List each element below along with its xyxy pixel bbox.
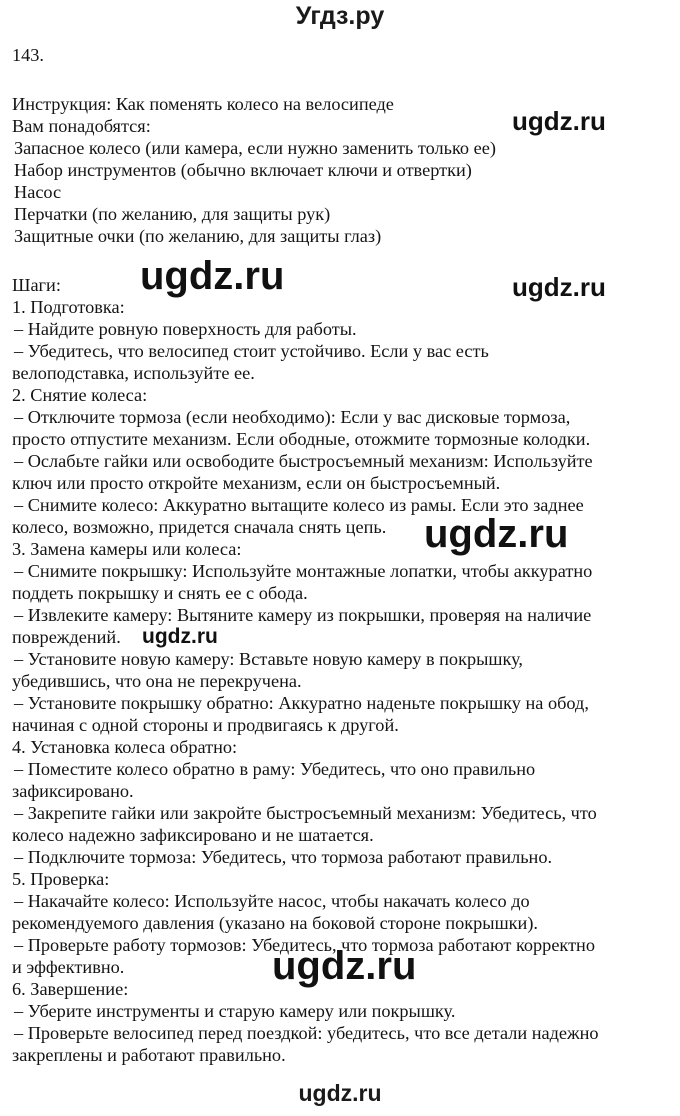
step-text: рекомендуемого давления (указано на боковой стороне покрышки).: [12, 913, 538, 933]
list-item: Запасное колесо (или камера, если нужно заменить только ее): [14, 138, 496, 158]
site-footer: ugdz.ru: [298, 1080, 382, 1106]
list-item: Перчатки (по желанию, для защиты рук): [14, 204, 331, 224]
step-text: начиная с одной стороны и продвигаясь к другой.: [12, 715, 399, 735]
step-text: – Накачайте колесо: Используйте насос, чтобы накачать колесо до: [14, 891, 530, 911]
step-text: закреплены и работают правильно.: [12, 1045, 286, 1065]
step-text: – Снимите покрышку: Используйте монтажные лопатки, чтобы аккуратно: [14, 561, 593, 581]
needs-heading: Вам понадобятся:: [12, 116, 151, 136]
step-text: – Убедитесь, что велосипед стоит устойчиво. Если у вас есть: [14, 341, 489, 361]
step-text: – Ослабьте гайки или освободите быстросъемный механизм: Используйте: [14, 451, 593, 471]
step-text: ключ или просто откройте механизм, если он быстросъемный.: [12, 473, 501, 493]
doc-title: Инструкция: Как поменять колесо на велосипеде: [12, 94, 394, 114]
step-text: колесо, возможно, придется сначала снять цепь.: [12, 517, 387, 537]
watermark: ugdz.ru: [512, 106, 606, 136]
step-text: зафиксировано.: [12, 781, 134, 801]
watermark: ugdz.ru: [272, 944, 417, 988]
steps-heading: Шаги:: [12, 275, 61, 295]
step-heading: 2. Снятие колеса:: [12, 385, 148, 405]
step-text: – Извлеките камеру: Вытяните камеру из покрышки, проверяя на наличие: [14, 605, 592, 625]
step-heading: 6. Завершение:: [12, 979, 129, 999]
step-text: просто отпустите механизм. Если ободные, отожмите тормозные колодки.: [12, 429, 591, 449]
step-text: – Снимите колесо: Аккуратно вытащите колесо из рамы. Если это заднее: [14, 495, 584, 515]
step-text: – Проверьте работу тормозов: Убедитесь, что тормоза работают корректно: [14, 935, 595, 955]
step-heading: 1. Подготовка:: [12, 297, 125, 317]
step-heading: 4. Установка колеса обратно:: [12, 737, 238, 757]
watermark: ugdz.ru: [512, 272, 606, 302]
list-item: Защитные очки (по желанию, для защиты глаз): [14, 226, 382, 246]
list-item: Набор инструментов (обычно включает ключи и отвертки): [14, 160, 472, 180]
step-text: – Установите новую камеру: Вставьте новую камеру в покрышку,: [14, 649, 523, 669]
watermark: ugdz.ru: [424, 512, 569, 556]
step-text: повреждений.: [12, 627, 121, 647]
step-text: велоподставка, используйте ее.: [12, 363, 255, 383]
list-item: Насос: [14, 182, 62, 202]
step-heading: 3. Замена камеры или колеса:: [12, 539, 242, 559]
step-text: – Поместите колесо обратно в раму: Убедитесь, что оно правильно: [14, 759, 536, 779]
site-header: Угдз.ру: [295, 2, 385, 30]
watermark: ugdz.ru: [142, 625, 218, 648]
watermark: ugdz.ru: [140, 254, 285, 298]
step-text: – Уберите инструменты и старую камеру или покрышку.: [14, 1001, 456, 1021]
task-number: 143.: [12, 45, 44, 65]
step-text: – Подключите тормоза: Убедитесь, что тормоза работают правильно.: [14, 847, 553, 867]
step-text: – Отключите тормоза (если необходимо): Если у вас дисковые тормоза,: [14, 407, 571, 427]
step-text: – Проверьте велосипед перед поездкой: убедитесь, что все детали надежно: [14, 1023, 599, 1043]
step-text: и эффективно.: [12, 957, 125, 977]
step-heading: 5. Проверка:: [12, 869, 110, 889]
step-text: – Найдите ровную поверхность для работы.: [14, 319, 357, 339]
step-text: убедившись, что она не перекручена.: [12, 671, 302, 691]
step-text: – Закрепите гайки или закройте быстросъемный механизм: Убедитесь, что: [14, 803, 597, 823]
step-text: поддеть покрышку и снять ее с обода.: [12, 583, 308, 603]
step-text: колесо надежно зафиксировано и не шатается.: [12, 825, 374, 845]
step-text: – Установите покрышку обратно: Аккуратно наденьте покрышку на обод,: [14, 693, 589, 713]
